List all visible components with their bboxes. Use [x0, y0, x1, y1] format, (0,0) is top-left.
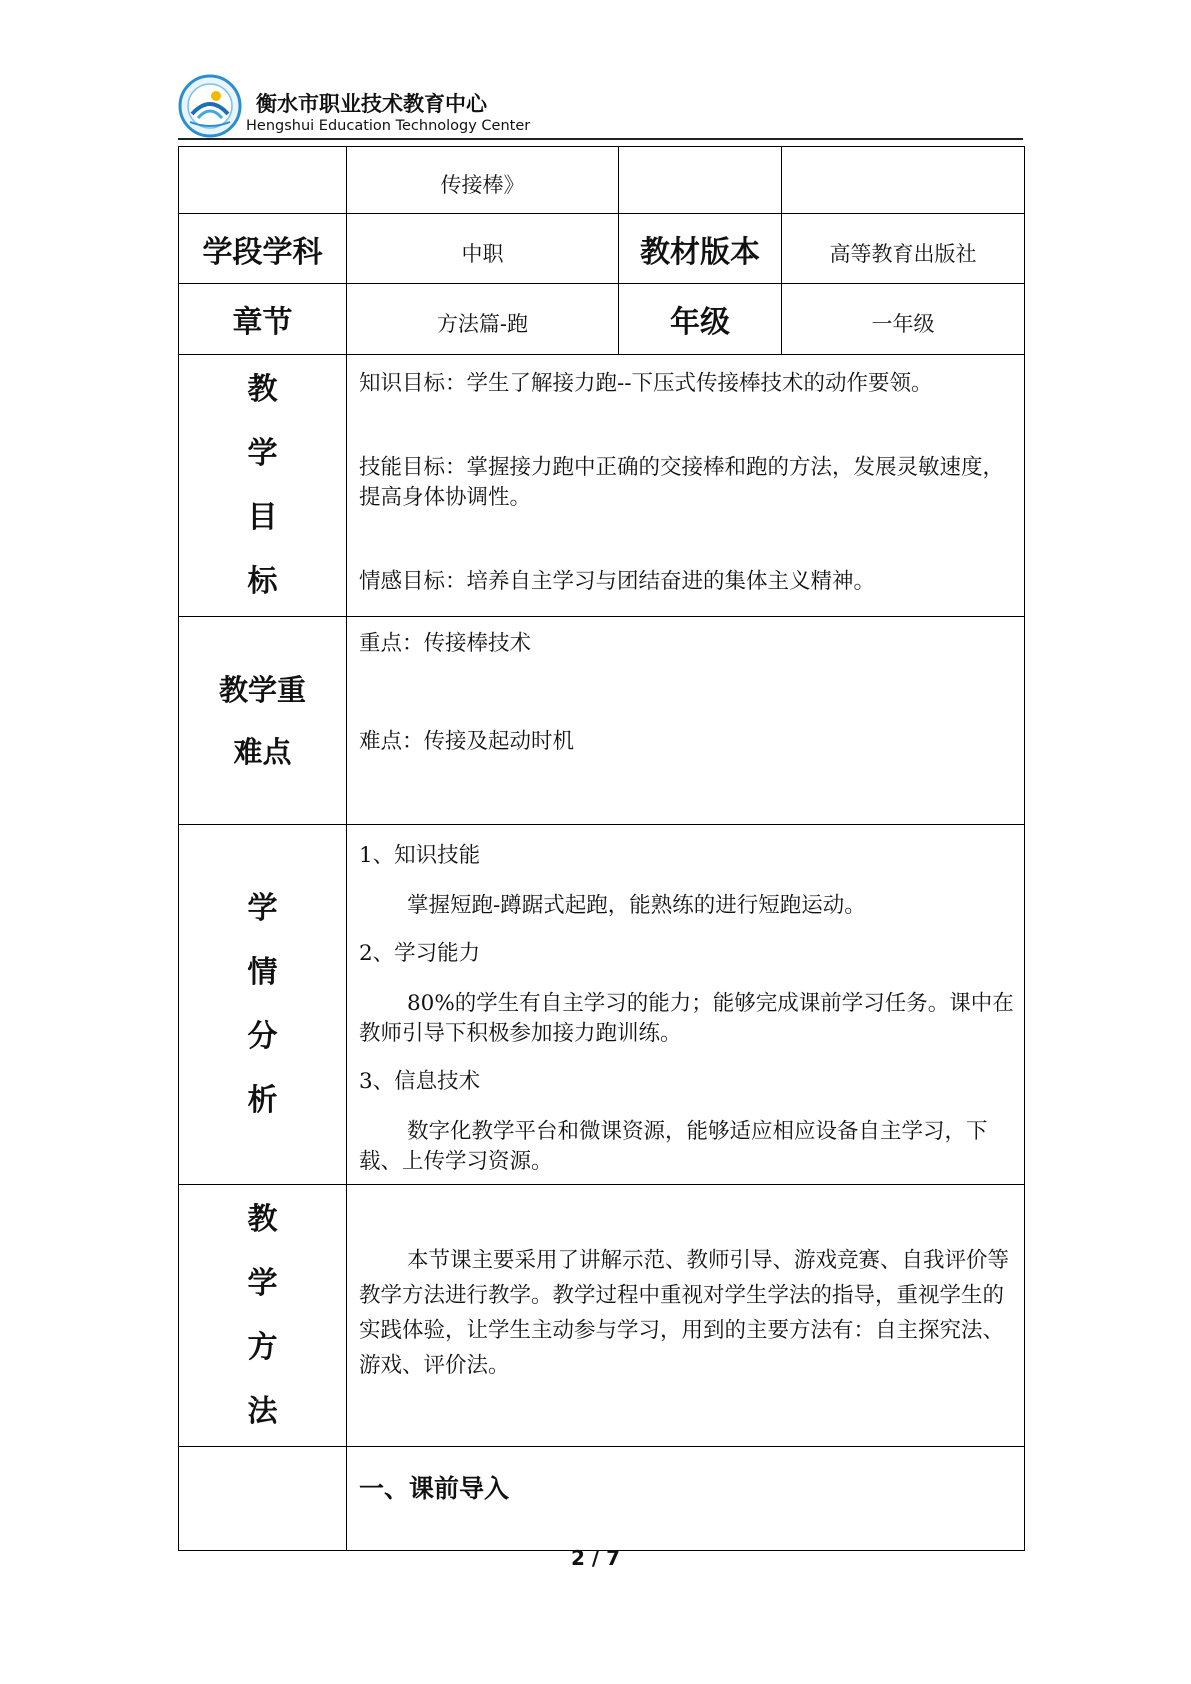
stage-subject-value: 中职 [347, 214, 619, 284]
page-number: 2 / 7 [570, 1546, 621, 1570]
analysis-paragraph-2: 80%的学生有自主学习的能力；能够完成课前学习任务。课中在教师引导下积极参加接力跑训练。 [359, 991, 1014, 1046]
teaching-objectives-label: 教 学 目 标 [179, 355, 347, 617]
teaching-methods-label: 教 学 方 法 [179, 1185, 347, 1447]
lesson-plan-table [178, 146, 1025, 1551]
table-row-analysis [179, 825, 1025, 1185]
school-logo-icon [178, 74, 242, 138]
table-row-methods [179, 1185, 1025, 1447]
key-point: 重点：传接棒技术 [359, 631, 532, 656]
lesson-title-tail: 传接棒》 [347, 147, 619, 214]
analysis-heading-3: 3、信息技术 [359, 1069, 481, 1094]
org-name-en: Hengshui Education Technology Center [246, 118, 531, 134]
key-difficult-points-content [347, 617, 1025, 825]
chapter-value: 方法篇-跑 [347, 284, 619, 355]
grade-value: 一年级 [782, 284, 1025, 355]
analysis-paragraph-1: 掌握短跑-蹲踞式起跑，能熟练的进行短跑运动。 [407, 893, 866, 918]
emotion-objective: 情感目标：培养自主学习与团结奋进的集体主义精神。 [359, 569, 876, 594]
analysis-paragraph-3: 数字化教学平台和微课资源，能够适应相应设备自主学习，下载、上传学习资源。 [359, 1119, 988, 1174]
difficult-point: 难点：传接及起动时机 [359, 729, 575, 754]
teaching-methods-text: 本节课主要采用了讲解示范、教师引导、游戏竞赛、自我评价等教学方法进行教学。教学过程中重视对学生学法的指导，重视学生的实践体验，让学生主动参与学习，用到的主要方法有：自主探究法、游戏、评价法。 [359, 1248, 1010, 1378]
chapter-label: 章节 [179, 284, 347, 355]
table-row-subject [179, 214, 1025, 284]
table-row-key-points [179, 617, 1025, 825]
teaching-methods-content [347, 1185, 1025, 1447]
table-row-chapter [179, 284, 1025, 355]
header-divider [178, 138, 1023, 140]
grade-label: 年级 [619, 284, 782, 355]
textbook-edition-label: 教材版本 [619, 214, 782, 284]
org-name-cn: 衡水市职业技术教育中心 [256, 92, 487, 116]
page-header [178, 72, 1023, 140]
stage-subject-label: 学段学科 [179, 214, 347, 284]
table-row-title [179, 147, 1025, 214]
knowledge-objective: 知识目标：学生了解接力跑--下压式传接棒技术的动作要领。 [359, 371, 933, 396]
section-heading: 一、课前导入 [347, 1447, 1025, 1551]
teaching-objectives-content [347, 355, 1025, 617]
table-row-objectives [179, 355, 1025, 617]
key-difficult-points-label: 教学重 难点 [179, 617, 347, 825]
table-row-section [179, 1447, 1025, 1551]
textbook-edition-value: 高等教育出版社 [782, 214, 1025, 284]
skill-objective: 技能目标：掌握接力跑中正确的交接棒和跑的方法，发展灵敏速度，提高身体协调性。 [359, 455, 1005, 510]
learner-analysis-label: 学 情 分 析 [179, 825, 347, 1185]
analysis-heading-1: 1、知识技能 [359, 843, 481, 868]
learner-analysis-content [347, 825, 1025, 1185]
analysis-heading-2: 2、学习能力 [359, 941, 481, 966]
